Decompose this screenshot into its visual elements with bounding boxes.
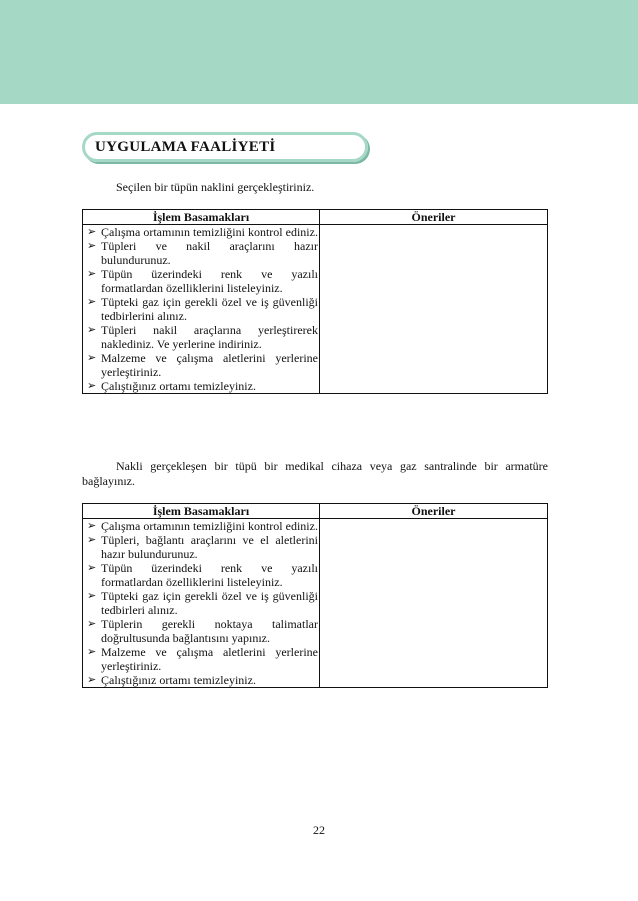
list-item: ➢ Tüplerin gerekli noktaya talimatlar doğrultusunda bağlantısını yapınız. — [87, 617, 318, 645]
list-item: ➢ Tüpleri, bağlantı araçlarını ve el aletlerini hazır bulundurunuz. — [87, 533, 318, 561]
steps-table-2 — [82, 503, 548, 688]
list-item: ➢ Malzeme ve çalışma aletlerini yerlerine yerleştiriniz. — [87, 351, 318, 379]
steps-cell — [83, 225, 320, 394]
section2-intro: Nakli gerçekleşen bir tüpü bir medikal cihaza veya gaz santralinde bir armatüre bağlayınız. — [82, 459, 548, 488]
list-item: ➢ Tüpün üzerindeki renk ve yazılı formatlardan özelliklerini listeleyiniz. — [87, 267, 318, 295]
activity-title — [82, 132, 368, 162]
steps-list — [83, 519, 319, 687]
list-item: ➢ Çalışma ortamının temizliğini kontrol ediniz. — [87, 225, 318, 239]
steps-list — [83, 225, 319, 393]
suggestions-cell — [320, 519, 548, 688]
list-item: ➢ Çalıştığınız ortamı temizleyiniz. — [87, 379, 318, 393]
activity-title-text: UYGULAMA FAALİYETİ — [95, 138, 276, 155]
list-item: ➢ Tüpteki gaz için gerekli özel ve iş güvenliği tedbirlerini alınız. — [87, 295, 318, 323]
table-row — [83, 519, 548, 688]
section1-intro: Seçilen bir tüpün naklini gerçekleştiriniz. — [116, 180, 315, 194]
col-header-steps: İşlem Basamakları — [83, 504, 320, 519]
col-header-steps: İşlem Basamakları — [83, 210, 320, 225]
steps-cell — [83, 519, 320, 688]
list-item: ➢ Tüpleri ve nakil araçlarını hazır bulundurunuz. — [87, 239, 318, 267]
col-header-suggestions: Öneriler — [320, 210, 548, 225]
list-item: ➢ Çalışma ortamının temizliğini kontrol ediniz. — [87, 519, 318, 533]
list-item: ➢ Tüpün üzerindeki renk ve yazılı formatlardan özelliklerini listeleyiniz. — [87, 561, 318, 589]
list-item: ➢ Tüpleri nakil araçlarına yerleştirerek naklediniz. Ve yerlerine indiriniz. — [87, 323, 318, 351]
header-band — [0, 0, 638, 104]
suggestions-cell — [320, 225, 548, 394]
steps-table-1 — [82, 209, 548, 394]
list-item: ➢ Malzeme ve çalışma aletlerini yerlerine yerleştiriniz. — [87, 645, 318, 673]
list-item: ➢ Çalıştığınız ortamı temizleyiniz. — [87, 673, 318, 687]
col-header-suggestions: Öneriler — [320, 504, 548, 519]
table-header-row — [83, 504, 548, 519]
table-row — [83, 225, 548, 394]
table-header-row — [83, 210, 548, 225]
page-number: 22 — [313, 823, 325, 837]
list-item: ➢ Tüpteki gaz için gerekli özel ve iş güvenliği tedbirleri alınız. — [87, 589, 318, 617]
